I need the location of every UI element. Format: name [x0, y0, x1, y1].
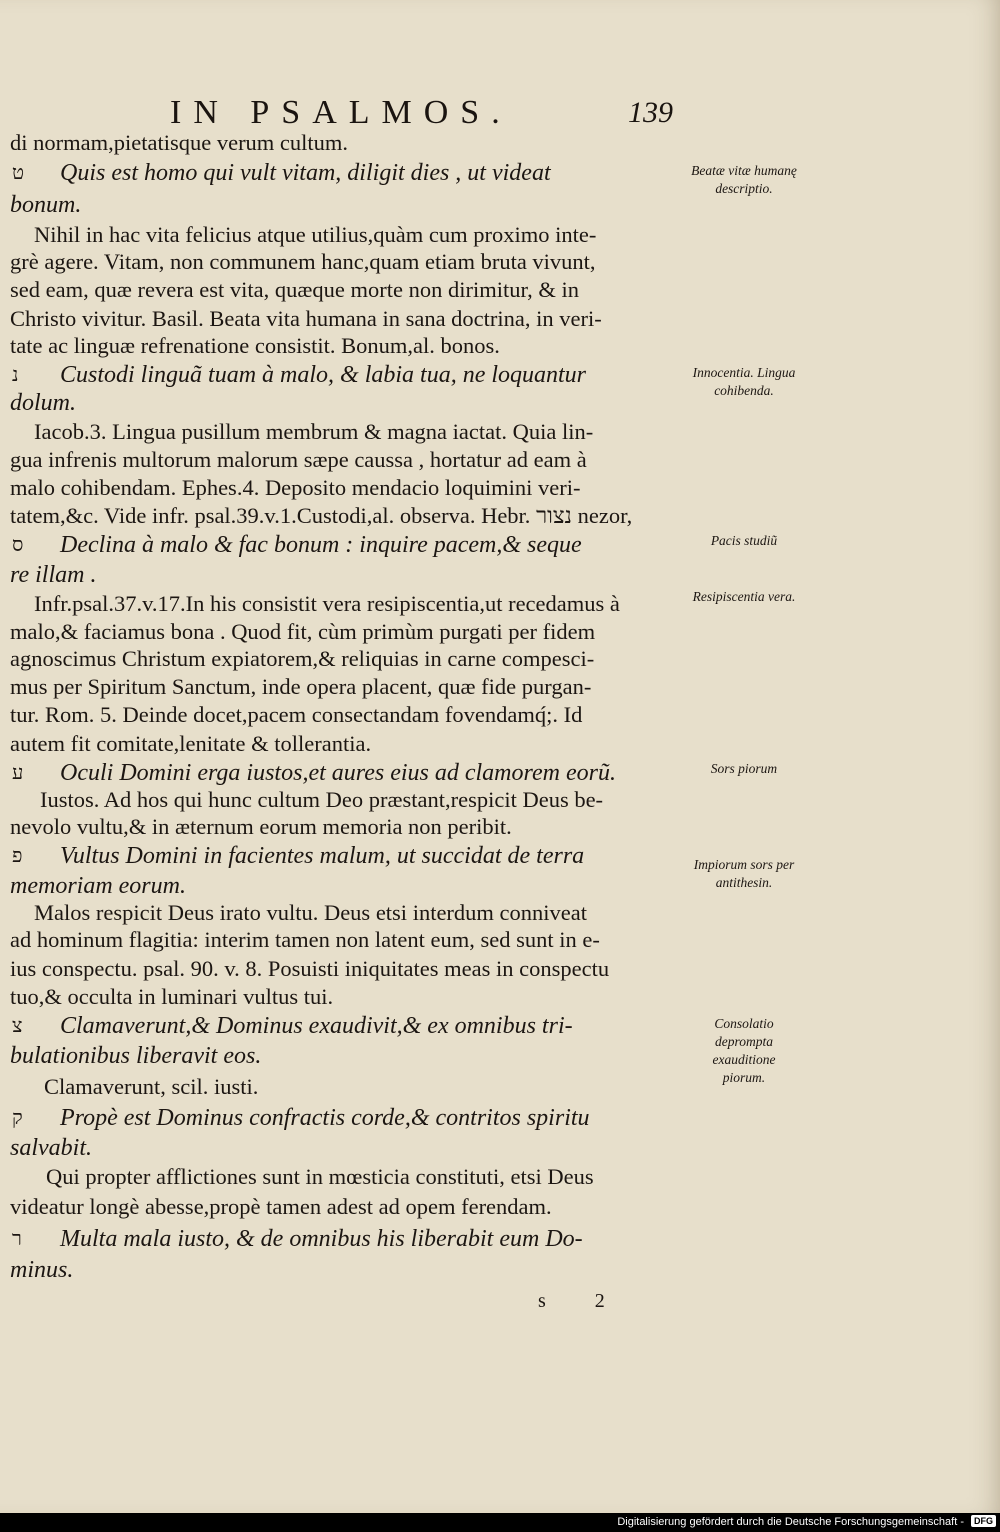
- hebrew-letter: ר: [12, 1226, 22, 1250]
- text-line: malo,& faciamus bona . Quod fit, cùm primùm purgati per fidem: [10, 619, 596, 644]
- text-line: salvabit.: [10, 1135, 92, 1161]
- text-line: sed eam, quæ revera est vita, quæque morte non dirimitur, & in: [10, 277, 579, 302]
- funding-notice: Digitalisierung gefördert durch die Deutsche Forschungsgemeinschaft -: [617, 1516, 964, 1528]
- marginal-note: Impiorum sors per antithesin.: [693, 857, 795, 890]
- text-line: bulationibus liberavit eos.: [10, 1043, 262, 1069]
- text-line: gua infrenis multorum malorum sæpe caussa , hortatur ad eam à: [10, 447, 587, 472]
- hebrew-letter: פ: [12, 843, 23, 867]
- text-line: bonum.: [10, 192, 82, 218]
- running-title: IN PSALMOS.: [170, 94, 512, 131]
- text-line: autem fit comitate,lenitate & tollerantia.: [10, 731, 372, 756]
- hebrew-letter: ס: [12, 532, 24, 556]
- hebrew-letter: ט: [12, 160, 25, 184]
- marginal-note: Resipiscentia vera.: [692, 589, 796, 604]
- text-line: Clamaverunt,& Dominus exaudivit,& ex omnibus tri-: [60, 1013, 573, 1039]
- text-line: minus.: [10, 1257, 74, 1283]
- text-line: Christo vivitur. Basil. Beata vita humana in sana doctrina, in veri-: [10, 306, 602, 331]
- text-line: tuo,& occulta in luminari vultus tui.: [10, 984, 334, 1009]
- text-line: Vultus Domini in facientes malum, ut succidat de terra: [60, 843, 585, 869]
- text-line: Malos respicit Deus irato vultu. Deus etsi interdum conniveat: [34, 900, 588, 925]
- signature-mark: s 2: [538, 1290, 627, 1312]
- text-line: Oculi Domini erga iustos,et aures eius ad clamorem eorũ.: [60, 760, 616, 786]
- text-line: memoriam eorum.: [10, 873, 186, 899]
- text-line: Nihil in hac vita felicius atque utilius,quàm cum proximo inte-: [34, 222, 597, 247]
- hebrew-letter: ק: [12, 1105, 23, 1129]
- text-line: mus per Spiritum Sanctum, inde opera placent, quæ fide purgan-: [10, 674, 592, 699]
- text-line: Declina à malo & fac bonum : inquire pacem,& seque: [60, 532, 582, 558]
- text-line: ius conspectu. psal. 90. v. 8. Posuisti iniquitates meas in conspectu: [10, 956, 610, 981]
- hebrew-letter: ע: [12, 760, 24, 784]
- marginal-note: Pacis studiũ: [710, 533, 778, 548]
- text-line: Iacob.3. Lingua pusillum membrum & magna iactat. Quia lin-: [34, 419, 594, 444]
- hebrew-letter: צ: [12, 1013, 23, 1037]
- text-line: Custodi linguã tuam à malo, & labia tua, ne loquantur: [60, 362, 587, 388]
- text-line: videatur longè abesse,propè tamen adest ad opem ferendam.: [10, 1194, 552, 1219]
- text-line: agnoscimus Christum expiatorem,& reliquias in carne compesci-: [10, 646, 595, 671]
- text-line: dolum.: [10, 390, 76, 416]
- text-line: di normam,pietatisque verum cultum.: [10, 130, 349, 155]
- text-line: malo cohibendam. Ephes.4. Deposito mendacio loquimini veri-: [10, 475, 581, 500]
- text-line: Quis est homo qui vult vitam, diligit dies , ut videat: [60, 160, 551, 186]
- text-line: ad hominum flagitia: interim tamen non latent eum, sed sunt in e-: [10, 927, 600, 952]
- text-line: tatem,&c. Vide infr. psal.39.v.1.Custodi,al. observa. Hebr. נצור nezor,: [10, 503, 633, 528]
- text-line: tur. Rom. 5. Deinde docet,pacem consectandam fovendamq́;. Id: [10, 702, 583, 727]
- text-line: Propè est Dominus confractis corde,& contritos spiritu: [60, 1105, 590, 1131]
- text-line: tate ac linguæ refrenatione consistit. Bonum,al. bonos.: [10, 333, 500, 358]
- page-number: 139: [628, 96, 673, 129]
- marginal-note: Sors piorum: [710, 761, 778, 776]
- text-line: Qui propter afflictiones sunt in mœsticia constituti, etsi Deus: [46, 1164, 594, 1189]
- marginal-note: Innocentia. Lingua cohibenda.: [692, 365, 796, 398]
- text-line: re illam .: [10, 562, 97, 588]
- text-line: Clamaverunt, scil. iusti.: [44, 1074, 259, 1099]
- text-line: Infr.psal.37.v.17.In his consistit vera resipiscentia,ut recedamus à: [34, 591, 620, 616]
- text-line: Iustos. Ad hos qui hunc cultum Deo præstant,respicit Deus be-: [40, 787, 604, 812]
- dfg-logo: DFG: [971, 1515, 996, 1527]
- text-line: grè agere. Vitam, non communem hanc,quam etiam bruta vivunt,: [10, 249, 596, 274]
- text-line: Multa mala iusto, & de omnibus his liberabit eum Do-: [60, 1226, 583, 1252]
- text-line: nevolo vultu,& in æternum eorum memoria non peribit.: [10, 814, 512, 839]
- footer-bar: [0, 1513, 1000, 1532]
- hebrew-letter: נ: [12, 362, 19, 386]
- marginal-note: Beatæ vitæ humanę descriptio.: [691, 163, 797, 196]
- marginal-note: Consolatio deprompta exauditione piorum.: [712, 1016, 776, 1085]
